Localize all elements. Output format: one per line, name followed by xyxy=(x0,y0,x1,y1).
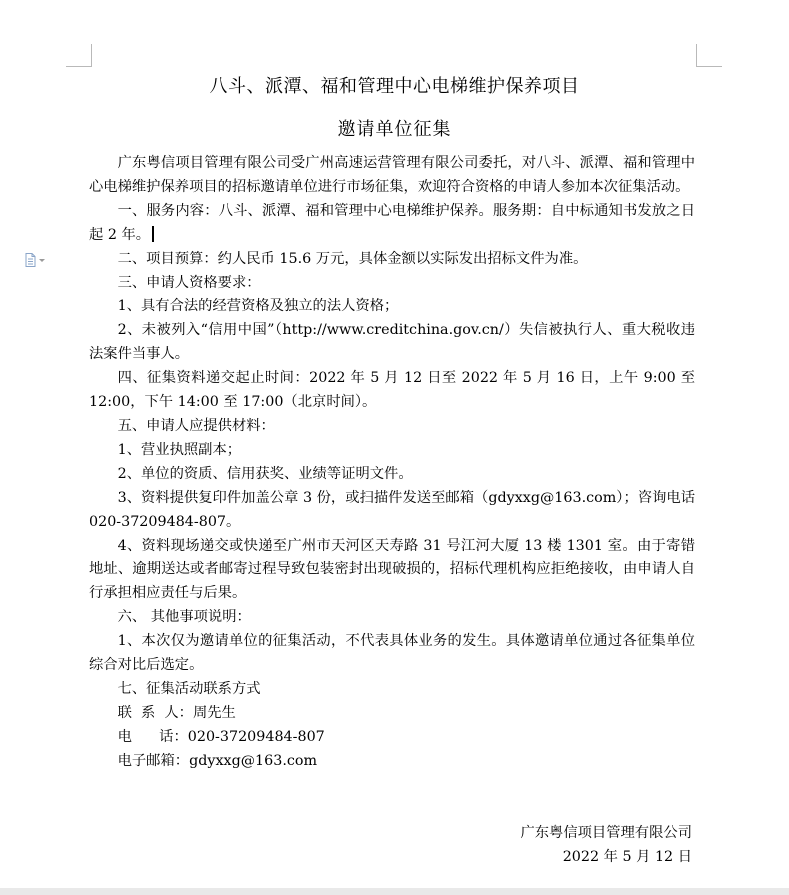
section-3-heading: 三、申请人资格要求： xyxy=(117,274,261,291)
signature-company: 广东粤信项目管理有限公司 xyxy=(520,825,692,841)
section-6-item-1: 1、本次仅为邀请单位的征集活动，不代表具体业务的发生。具体邀请单位通过各征集单位综合对比后选定。 xyxy=(89,633,695,674)
section-5-item-2: 2、单位的资质、信用获奖、业绩等证明文件。 xyxy=(117,465,413,482)
section-2-paragraph: 二、项目预算：约人民币 15.6 万元，具体金额以实际发出招标文件为准。 xyxy=(117,250,588,267)
section-5-heading: 五、申请人应提供材料： xyxy=(117,417,275,434)
crop-mark-top-left-v xyxy=(91,44,92,67)
section-1-text: 一、服务内容：八斗、派潭、福和管理中心电梯维护保养。服务期：自中标通知书发放之日起 2 年。 xyxy=(89,202,695,243)
document-title: 八斗、派潭、福和管理中心电梯维护保养项目 xyxy=(209,76,580,97)
section-5-item-3: 3、资料提供复印件加盖公章 3 份，或扫描件发送至邮箱（gdyxxg@163.com）；咨询电话 020-37209484-807。 xyxy=(89,489,695,530)
section-7-heading: 七、征集活动联系方式 xyxy=(117,680,261,697)
section-5-item-4: 4、资料现场递交或快递至广州市天河区天寿路 31 号江河大厦 13 楼 1301 室。由于寄错地址、逾期送达或者邮寄过程导致包装密封出现破损的，招标代理机构应拒绝接收，由申请人自行承担相应责任与后果。 xyxy=(89,537,695,602)
section-3-item-1: 1、具有合法的经营资格及独立的法人资格； xyxy=(117,298,399,315)
document-body xyxy=(89,152,695,774)
section-4-paragraph: 四、征集资料递交起止时间：2022 年 5 月 12 日至 2022 年 5 月 16 日，上午 9:00 至 12:00，下午 14:00 至 17:00（北京时间）。 xyxy=(89,370,695,411)
contact-person: 联 系 人：周先生 xyxy=(117,704,236,721)
crop-mark-top-right-h xyxy=(696,66,722,67)
text-cursor xyxy=(152,226,154,242)
page-bottom-edge xyxy=(0,888,789,895)
crop-mark-top-right-v xyxy=(696,44,697,67)
contact-phone: 电 话：020-37209484-807 xyxy=(117,728,325,745)
document-subtitle: 邀请单位征集 xyxy=(337,119,452,140)
section-3-item-2: 2、未被列入“信用中国”（http://www.creditchina.gov.cn/）失信被执行人、重大税收违法案件当事人。 xyxy=(89,322,695,363)
section-5-item-1: 1、营业执照副本； xyxy=(117,441,242,458)
section-1-paragraph xyxy=(89,200,695,248)
signature-date: 2022 年 5 月 12 日 xyxy=(562,849,692,865)
contact-email: 电子邮箱：gdyxxg@163.com xyxy=(117,752,318,769)
intro-paragraph: 广东粤信项目管理有限公司受广州高速运营管理有限公司委托，对八斗、派潭、福和管理中心电梯维护保养项目的招标邀请单位进行市场征集，欢迎符合资格的申请人参加本次征集活动。 xyxy=(89,155,695,195)
document-paste-icon[interactable] xyxy=(24,252,46,266)
section-6-heading: 六、 其他事项说明： xyxy=(117,609,251,626)
crop-mark-top-left-h xyxy=(66,66,92,67)
